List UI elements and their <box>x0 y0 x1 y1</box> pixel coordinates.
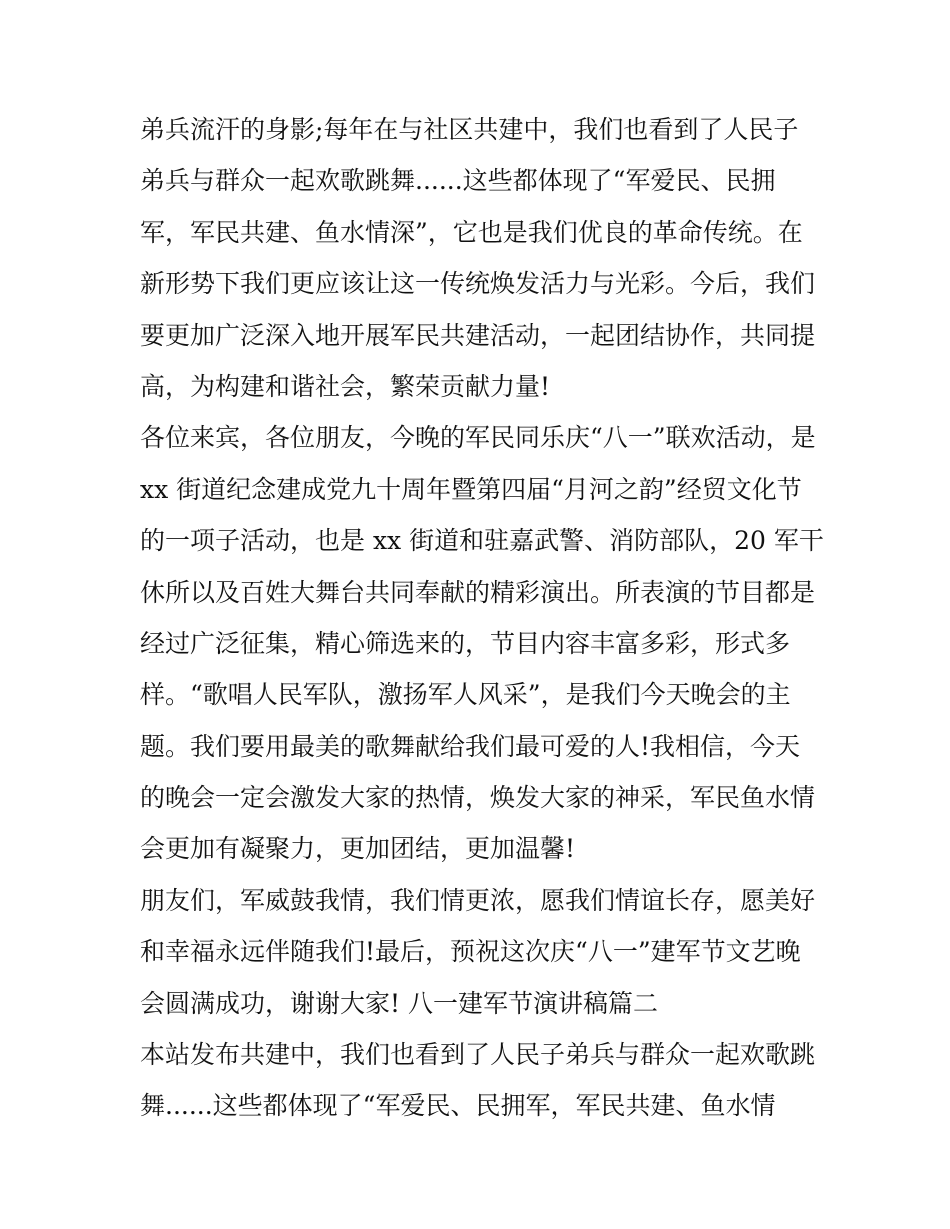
text-line: 弟兵流汗的身影;每年在与社区共建中，我们也看到了人民子 <box>140 115 799 144</box>
text-line: 弟兵与群众一起欢歌跳舞......这些都体现了“军爱民、民拥 <box>140 166 776 196</box>
document-body <box>140 104 824 1132</box>
text-line: 经过广泛征集，精心筛选来的，节目内容丰富多彩，形式多 <box>140 628 791 658</box>
text-line: 的晚会一定会激发大家的热情，焕发大家的神采，军民鱼水情 <box>140 783 816 813</box>
text-line: 休所以及百姓大舞台共同奉献的精彩演出。所表演的节目都是 <box>140 577 816 607</box>
text-line: 舞......这些都体现了“军爱民、民拥军，军民共建、鱼水情 <box>140 1091 776 1121</box>
text-line: 样。“歌唱人民军队，激扬军人风采”，是我们今天晚会的主 <box>140 680 791 710</box>
text-line: 要更加广泛深入地开展军民共建活动，一起团结协作，共同提 <box>140 320 816 350</box>
text-line: 题。我们要用最美的歌舞献给我们最可爱的人!我相信，今天 <box>140 731 801 761</box>
text-line: xx 街道纪念建成党九十周年暨第四届“月河之韵”经贸文化节 <box>140 474 802 504</box>
text-line: 会圆满成功，谢谢大家! 八一建军节演讲稿篇二 <box>140 988 658 1018</box>
text-line: 高，为构建和谐社会，繁荣贡献力量! <box>140 371 551 401</box>
text-line: 新形势下我们更应该让这一传统焕发活力与光彩。今后，我们 <box>140 269 816 299</box>
text-line: 朋友们，军威鼓我情，我们情更浓，愿我们情谊长存，愿美好 <box>140 885 816 915</box>
text-line: 本站发布共建中，我们也看到了人民子弟兵与群众一起欢歌跳 <box>140 1040 816 1070</box>
text-line: 和幸福永远伴随我们!最后，预祝这次庆“八一”建军节文艺晚 <box>140 937 801 967</box>
text-line: 军，军民共建、鱼水情深”，它也是我们优良的革命传统。在 <box>140 217 803 247</box>
text-line: 的一项子活动，也是 xx 街道和驻嘉武警、消防部队，20 军干 <box>140 526 824 556</box>
text-line: 会更加有凝聚力，更加团结，更加温馨! <box>140 834 576 864</box>
text-line: 各位来宾，各位朋友，今晚的军民同乐庆“八一”联欢活动，是 <box>140 423 816 453</box>
